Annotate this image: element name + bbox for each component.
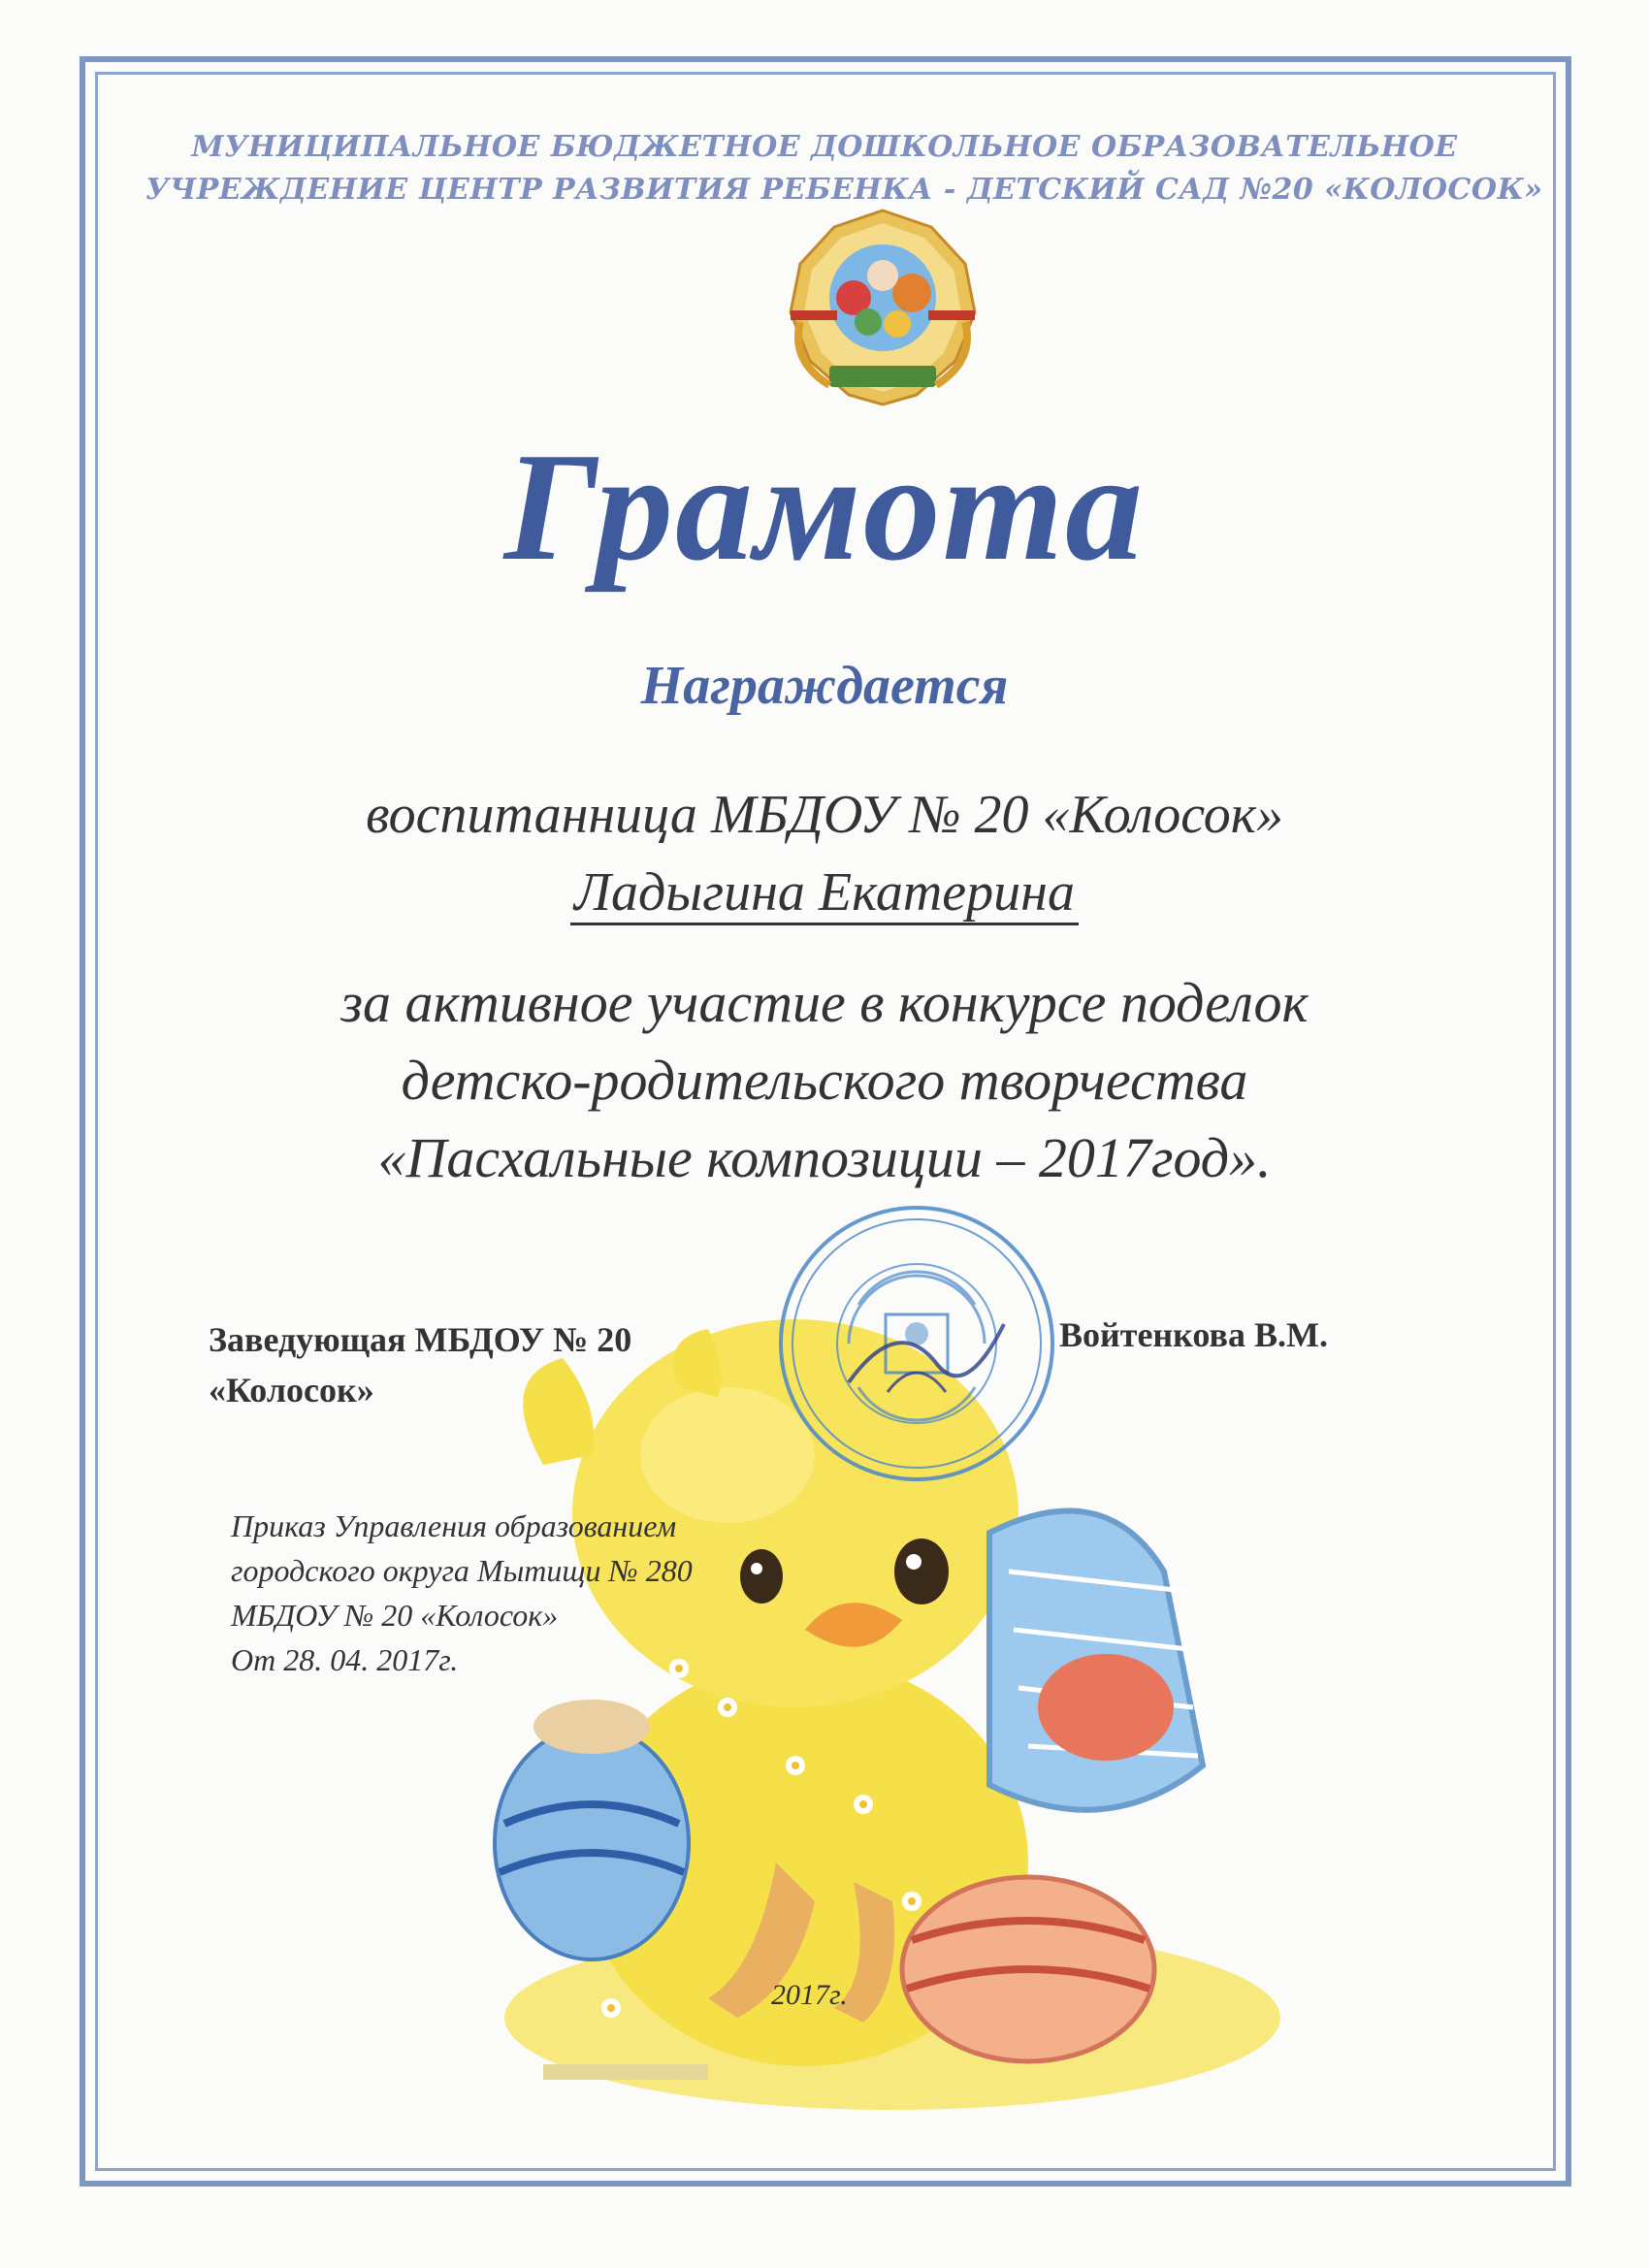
awarded-caption: Награждается	[640, 656, 1009, 716]
reason-line-2: детско-родительского творчества	[401, 1049, 1248, 1112]
year-caption: 2017г.	[771, 1979, 848, 2011]
recipient-name: Ладыгина Екатерина	[570, 862, 1079, 925]
header-line-1: МУНИЦИПАЛЬНОЕ БЮДЖЕТНОЕ ДОШКОЛЬНОЕ ОБРАЗОВАТЕЛЬНОЕ	[191, 130, 1458, 164]
order-line-3: МБДОУ № 20 «Колосок»	[231, 1598, 559, 1633]
certificate-title: Грамота	[503, 420, 1146, 593]
recipient-role: воспитанница МБДОУ № 20 «Колосок»	[366, 785, 1283, 845]
reason-line-3: «Пасхальные композиции – 2017год».	[377, 1126, 1272, 1189]
kindergarten-emblem	[771, 206, 994, 409]
signer-position	[209, 1314, 631, 1415]
order-reference	[231, 1504, 693, 1682]
header-line-2: УЧРЕЖДЕНИЕ ЦЕНТР РАЗВИТИЯ РЕБЕНКА - ДЕТСКИЙ САД №20 «КОЛОСОК»	[146, 173, 1543, 207]
reason-line-1: за активное участие в конкурсе поделок	[340, 971, 1309, 1034]
signer-position-line-1: Заведующая МБДОУ № 20	[209, 1320, 632, 1359]
institution-header	[146, 126, 1543, 211]
order-line-1: Приказ Управления образованием	[231, 1508, 677, 1543]
signer-name: Войтенкова В.М.	[1059, 1315, 1328, 1354]
round-seal-stamp	[771, 1198, 1062, 1489]
signer-position-line-2: «Колосок»	[209, 1371, 374, 1409]
order-line-4: От 28. 04. 2017г.	[231, 1642, 459, 1677]
order-line-2: городского округа Мытищи № 280	[231, 1553, 693, 1588]
recipient-name-wrap	[0, 861, 1649, 923]
decorative-label-strip	[543, 2064, 708, 2080]
